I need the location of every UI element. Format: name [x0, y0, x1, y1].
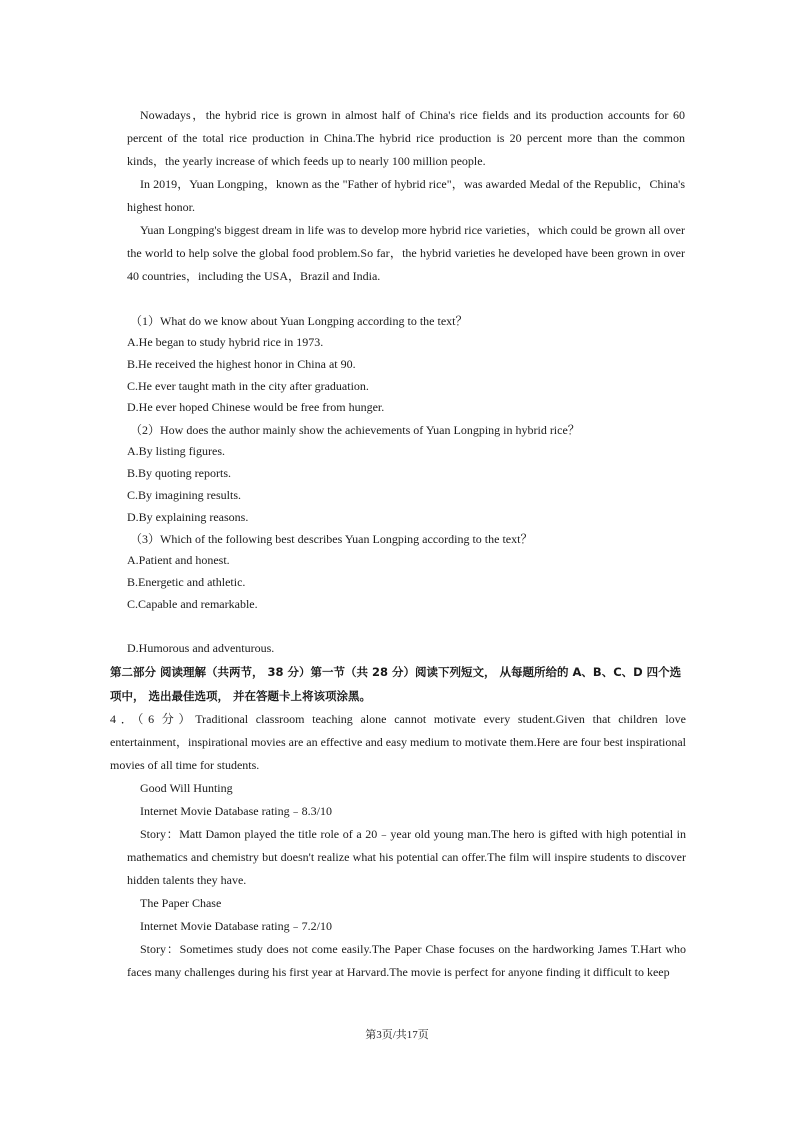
movie-title: The Paper Chase — [140, 895, 222, 910]
movie-rating: Internet Movie Database rating﹣8.3/10 — [140, 803, 332, 818]
option-d: D.He ever hoped Chinese would be free from hunger. — [127, 400, 385, 415]
question-4-intro — [110, 708, 686, 777]
option-a: A.Patient and honest. — [127, 553, 230, 568]
question-stem: （1）What do we know about Yuan Longping according to the text？ — [130, 314, 468, 328]
movie-rating: Internet Movie Database rating﹣7.2/10 — [140, 918, 332, 933]
option-d: D.Humorous and adventurous. — [127, 641, 275, 655]
option-b: B.Energetic and athletic. — [127, 575, 246, 590]
option-a: A.He began to study hybrid rice in 1973. — [127, 335, 324, 349]
movie-title: Good Will Hunting — [140, 780, 233, 795]
passage-paragraph-1: Nowadays，the hybrid rice is grown in almost half of China's rice fields and its production accounts for 60 percent of the total rice production in China.The hybrid rice production is 20 percent more than the common kinds，the yearly increase of which feeds up to nearly 100 million people. — [127, 108, 685, 168]
movie-story: Story：Matt Damon played the title role of a 20﹣year old young man.The hero is gifted with high potential in mathematics and chemistry but doesn't realize what his potential can offer.The film will inspire students to discover hidden talents they have. — [127, 826, 686, 887]
question-stem: （2）How does the author mainly show the achievements of Yuan Longping in hybrid rice？ — [130, 423, 580, 438]
question-stem: （3）Which of the following best describes Yuan Longping according to the text？ — [130, 532, 533, 547]
spacer — [127, 288, 685, 310]
question-4-text: 4．（6 分）Traditional classroom teaching alone cannot motivate every student.Given that children love entertainment，inspirational movies are an effective and easy medium to motivate them.Here are four best inspirational movies of all time for students. — [110, 711, 686, 772]
page-number: 第3页/共17页 — [365, 1029, 429, 1041]
passage-paragraph-2: In 2019，Yuan Longping，known as the "Father of hybrid rice"，was awarded Medal of the Republic，China's highest honor. — [127, 177, 685, 214]
option-a: A.By listing figures. — [127, 444, 225, 459]
section-two — [110, 638, 686, 984]
option-c: C.He ever taught math in the city after graduation. — [127, 378, 369, 393]
passage-and-questions — [127, 104, 685, 616]
movie-story: Story：Sometimes study does not come easily.The Paper Chase focuses on the hardworking James T.Hart who faces many challenges during his first year at Harvard.The movie is perfect for anyone finding it difficult to keep — [127, 941, 686, 979]
option-b: B.He received the highest honor in China at 90. — [127, 356, 356, 371]
option-d: D.By explaining reasons. — [127, 509, 249, 524]
section-heading: 第二部分 阅读理解（共两节， 38 分）第一节（共 28 分）阅读下列短文， 从每题所给的 A、B、C、D 四个选项中， 选出最佳选项， 并在答题卡上将该项涂黑。 — [110, 664, 682, 703]
option-c: C.Capable and remarkable. — [127, 596, 258, 611]
option-c: C.By imagining results. — [127, 487, 241, 502]
option-b: B.By quoting reports. — [127, 465, 231, 480]
passage-paragraph-3: Yuan Longping's biggest dream in life was to develop more hybrid rice varieties，which could be grown all over the world to help solve the global food problem.So far，the hybrid varieties he developed have been grown in over 40 countries，including the USA，Brazil and India. — [127, 223, 685, 283]
question-3 — [127, 528, 685, 615]
question-1 — [127, 310, 685, 419]
question-2 — [127, 419, 685, 528]
